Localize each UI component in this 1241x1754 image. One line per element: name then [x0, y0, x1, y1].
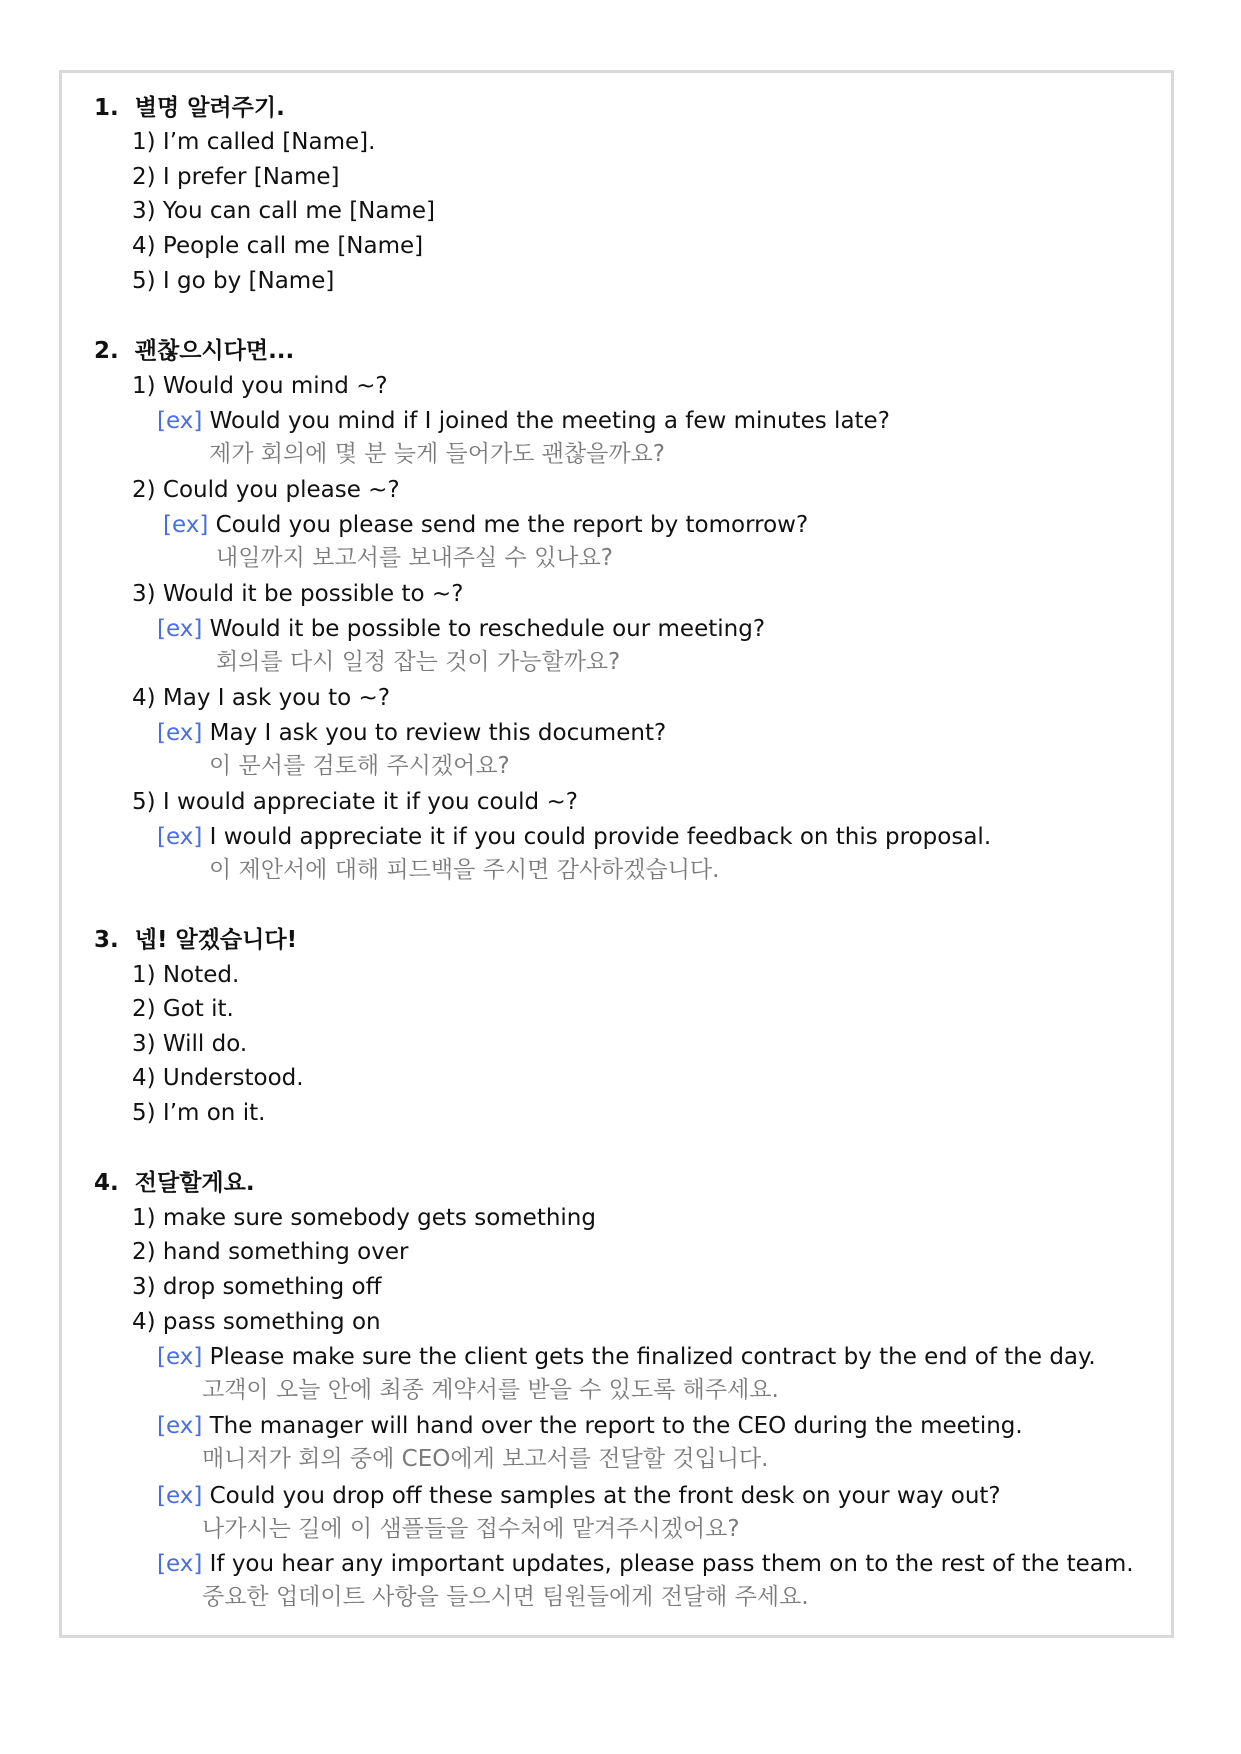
example-text: Would you mind if I joined the meeting a few minutes late? [209, 408, 890, 434]
list-item: 3) Will do. [132, 1031, 248, 1057]
section-heading [94, 336, 294, 366]
example-line [157, 614, 765, 644]
list-item: 2) Got it. [132, 996, 234, 1022]
example-text: If you hear any important updates, please pass them on to the rest of the team. [209, 1551, 1134, 1577]
ex-tag: [ex] [157, 720, 203, 746]
list-item: 4) People call me [Name] [132, 233, 424, 259]
example-line [157, 822, 991, 852]
example-translation: 내일까지 보고서를 보내주실 수 있나요? [216, 545, 613, 571]
example-translation: 중요한 업데이트 사항을 들으시면 팀원들에게 전달해 주세요. [202, 1584, 809, 1610]
example-text: Please make sure the client gets the finalized contract by the end of the day. [209, 1344, 1096, 1370]
ex-tag: [ex] [157, 1551, 203, 1577]
example-translation: 제가 회의에 몇 분 늦게 들어가도 괜찮을까요? [209, 441, 665, 467]
list-item: 3) Would it be possible to ~? [132, 581, 464, 607]
section-title: 별명 알려주기. [134, 95, 285, 121]
section-number: 2. [94, 338, 119, 364]
ex-tag: [ex] [157, 616, 203, 642]
example-text: The manager will hand over the report to the CEO during the meeting. [209, 1413, 1023, 1439]
list-item: 2) I prefer [Name] [132, 164, 340, 190]
list-item: 5) I’m on it. [132, 1100, 266, 1126]
ex-tag: [ex] [157, 1413, 203, 1439]
section-title: 괜찮으시다면... [134, 338, 295, 364]
list-item: 3) You can call me [Name] [132, 198, 435, 224]
section-number: 4. [94, 1170, 119, 1196]
example-line [157, 1342, 1096, 1372]
example-line [157, 1481, 1001, 1511]
example-translation: 이 제안서에 대해 피드백을 주시면 감사하겠습니다. [209, 857, 720, 883]
example-line [157, 1549, 1134, 1579]
example-text: Could you drop off these samples at the front desk on your way out? [209, 1483, 1001, 1509]
example-line [157, 718, 666, 748]
example-text: Would it be possible to reschedule our meeting? [209, 616, 766, 642]
example-translation: 회의를 다시 일정 잡는 것이 가능할까요? [216, 649, 621, 675]
list-item: 4) pass something on [132, 1309, 381, 1335]
document-frame [59, 70, 1174, 1638]
section-heading [94, 93, 285, 123]
example-text: May I ask you to review this document? [209, 720, 667, 746]
ex-tag: [ex] [163, 512, 209, 538]
example-translation: 고객이 오늘 안에 최종 계약서를 받을 수 있도록 해주세요. [202, 1377, 779, 1403]
list-item: 4) May I ask you to ~? [132, 685, 391, 711]
list-item: 1) make sure somebody gets something [132, 1205, 596, 1231]
list-item: 1) I’m called [Name]. [132, 129, 376, 155]
ex-tag: [ex] [157, 1483, 203, 1509]
example-line [163, 510, 808, 540]
section-number: 3. [94, 927, 119, 953]
list-item: 2) hand something over [132, 1239, 409, 1265]
example-text: I would appreciate it if you could provide feedback on this proposal. [209, 824, 992, 850]
example-translation: 매니저가 회의 중에 CEO에게 보고서를 전달할 것입니다. [202, 1446, 769, 1472]
example-line [157, 1411, 1023, 1441]
ex-tag: [ex] [157, 408, 203, 434]
section-number: 1. [94, 95, 119, 121]
section-title: 넵! 알겠습니다! [134, 927, 298, 953]
example-translation: 이 문서를 검토해 주시겠어요? [209, 753, 510, 779]
list-item: 4) Understood. [132, 1065, 304, 1091]
ex-tag: [ex] [157, 824, 203, 850]
section-heading [94, 925, 297, 955]
list-item: 2) Could you please ~? [132, 477, 400, 503]
list-item: 5) I would appreciate it if you could ~? [132, 789, 578, 815]
ex-tag: [ex] [157, 1344, 203, 1370]
example-translation: 나가시는 길에 이 샘플들을 접수처에 맡겨주시겠어요? [202, 1516, 740, 1542]
example-text: Could you please send me the report by tomorrow? [215, 512, 809, 538]
list-item: 1) Noted. [132, 962, 240, 988]
list-item: 5) I go by [Name] [132, 268, 335, 294]
list-item: 3) drop something off [132, 1274, 382, 1300]
section-heading [94, 1168, 255, 1198]
section-title: 전달할게요. [134, 1170, 255, 1196]
list-item: 1) Would you mind ~? [132, 373, 388, 399]
example-line [157, 406, 890, 436]
